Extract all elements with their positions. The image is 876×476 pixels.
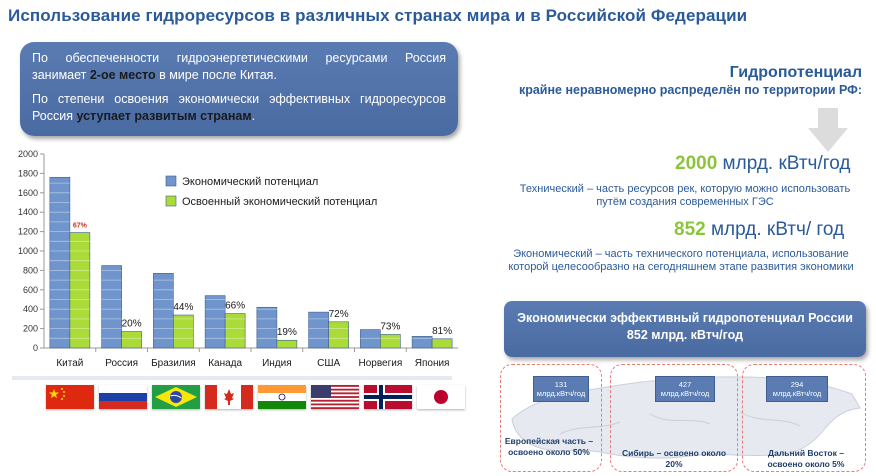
bar-developed-5 (329, 322, 349, 348)
page-title: Использование гидроресурсов в различных странах мира и в Российской Федерации (8, 6, 748, 25)
bar-economic-5 (309, 312, 329, 348)
bar-economic-2 (153, 273, 173, 348)
x-category-label: Норвегия (358, 358, 403, 369)
usa-flag (311, 385, 359, 409)
x-category-label: Россия (105, 358, 139, 369)
india-flag (258, 385, 306, 409)
russia-region-map (500, 364, 870, 476)
data-label-percent: 44% (173, 302, 194, 314)
technical-potential-description: Технический – часть ресурсов рек, которую можно использовать путём создания современных ГЭС (519, 183, 851, 208)
down-arrow-icon (808, 108, 848, 152)
bar-economic-3 (205, 296, 225, 348)
info-paragraph-2 (32, 91, 446, 125)
technical-potential-value (675, 153, 850, 175)
bar-developed-0 (70, 233, 90, 348)
bar-economic-6 (360, 330, 380, 348)
bar-chart (0, 142, 470, 378)
info-highlight: уступает развитым странам (76, 109, 252, 123)
flag-row (46, 385, 458, 409)
data-label-percent: 73% (380, 321, 401, 333)
data-label-percent: 66% (225, 300, 246, 312)
data-label-percent: 81% (432, 325, 453, 337)
hydro-potential-subtitle: крайне неравномерно распределён по территории РФ: (518, 83, 862, 97)
china-flag (46, 385, 94, 409)
economic-potential-value (674, 219, 844, 241)
y-tick-label: 1200 (17, 226, 38, 237)
x-category-label: Канада (208, 358, 243, 369)
region-unit: млрд.кВтч/год (536, 389, 586, 398)
region-value: 294 (790, 380, 804, 389)
region-tag-siberia (655, 376, 715, 402)
effective-potential-label: Экономически эффективный гидропотенциал России (517, 311, 853, 325)
y-tick-label: 800 (22, 265, 38, 276)
info-text: . (251, 109, 256, 123)
info-highlight: 2-ое место (89, 68, 156, 82)
info-text: в мире после Китая. (155, 68, 277, 82)
x-category-label: Япония (414, 358, 450, 369)
effective-potential-box (504, 301, 866, 357)
region-unit: млрд.кВтч/год (772, 389, 822, 398)
bar-economic-1 (102, 266, 122, 348)
region-unit: млрд.кВтч/год (660, 389, 710, 398)
region-tag-european (533, 376, 589, 402)
region-value: 427 (678, 380, 692, 389)
legend-swatch (166, 176, 176, 186)
data-label-percent: 72% (328, 308, 349, 320)
region-label-siberia: Сибирь – освоено около 20% (621, 448, 727, 469)
data-label-percent: 67% (72, 222, 87, 230)
y-tick-label: 2000 (17, 149, 38, 159)
info-paragraph-1 (32, 50, 446, 84)
region-tag-far-east (766, 376, 828, 402)
economic-value-unit: млрд. кВтч/ год (705, 219, 845, 240)
effective-potential-value: 852 млрд. кВтч/год (626, 328, 744, 342)
y-tick-label: 600 (22, 284, 38, 295)
y-tick-label: 1000 (17, 246, 38, 256)
legend-swatch (166, 196, 176, 206)
region-label-european: Европейская часть – освоено около 50% (504, 436, 594, 457)
bar-developed-4 (277, 340, 297, 348)
y-tick-label: 0 (32, 343, 38, 353)
x-category-label: Бразилия (151, 358, 196, 369)
y-tick-label: 1600 (17, 187, 38, 198)
hydro-potential-title: Гидропотенциал (729, 64, 862, 81)
y-tick-label: 1800 (17, 168, 38, 179)
y-tick-label: 200 (22, 323, 38, 334)
data-label-percent: 19% (276, 327, 297, 339)
russia-flag (99, 385, 147, 409)
region-label-far-east: Дальний Восток – освоено около 5% (767, 448, 845, 469)
info-callout (20, 42, 458, 136)
info-text: По обеспеченности гидроэнергетическими ресурсами Россия занимает (32, 51, 446, 82)
x-category-label: Китай (56, 358, 84, 369)
x-category-label: США (317, 358, 341, 369)
data-label-percent: 20% (121, 318, 142, 330)
bar-developed-7 (432, 339, 452, 348)
chart-footer-strip (12, 376, 452, 380)
legend-label: Экономический потенциал (182, 176, 319, 188)
brazil-flag (152, 385, 200, 409)
info-text: По степени освоения экономически эффективных гидроресурсов Россия (32, 92, 446, 123)
legend-label: Освоенный экономический потенциал (182, 196, 378, 208)
y-tick-label: 400 (22, 304, 38, 315)
region-value: 131 (554, 380, 568, 389)
economic-potential-description: Экономический – часть технического потенциала, использование которой целесообразно на сегодняшнем этапе развития экономики (508, 248, 854, 273)
canada-flag (205, 385, 253, 409)
x-category-label: Индия (262, 358, 292, 369)
technical-value-unit: млрд. кВтч/год (717, 153, 851, 174)
norway-flag (364, 385, 412, 409)
technical-value-number: 2000 (675, 153, 718, 174)
bar-developed-2 (173, 315, 193, 348)
japan-flag (417, 385, 465, 409)
y-tick-label: 1400 (17, 207, 38, 218)
bar-economic-4 (257, 307, 277, 348)
bar-developed-1 (122, 332, 142, 348)
bar-developed-6 (380, 334, 400, 348)
economic-value-number: 852 (674, 219, 706, 240)
